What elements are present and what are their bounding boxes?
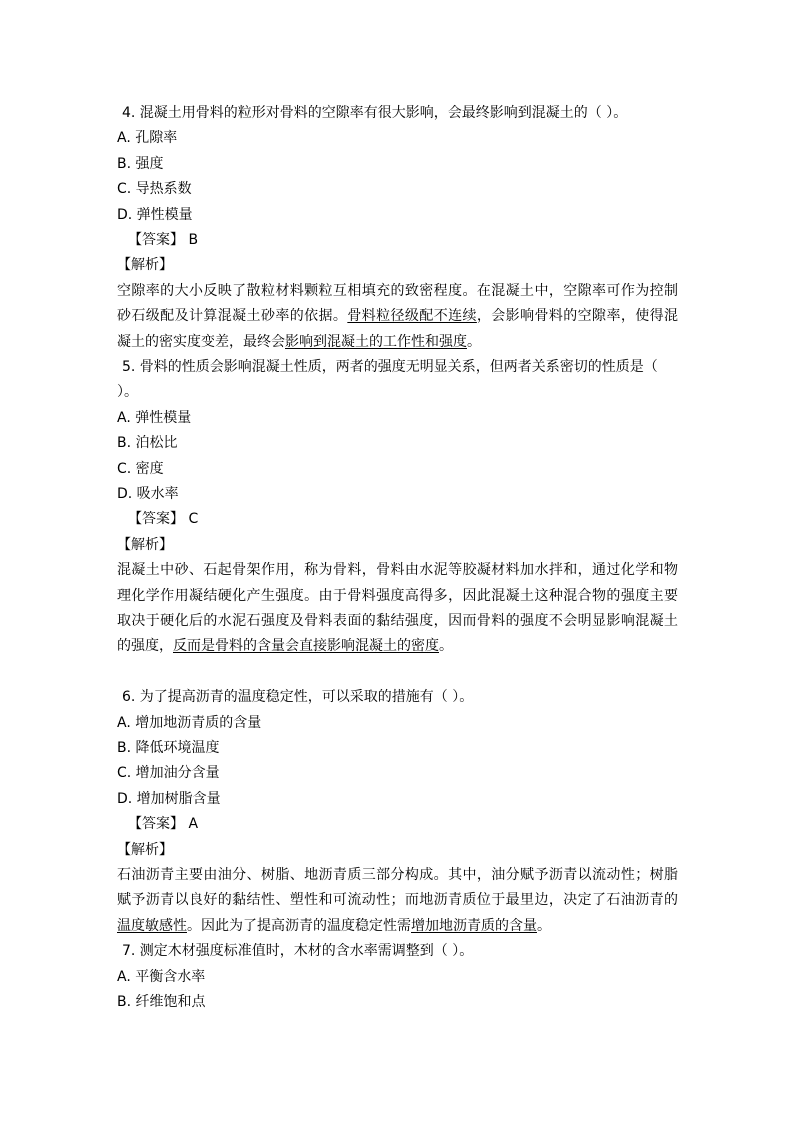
- option-item: [117, 993, 206, 1011]
- analysis-heading: [117, 536, 173, 554]
- text-segment: 【解析】: [117, 841, 173, 858]
- text-segment: ）。: [117, 384, 138, 401]
- text-segment: 5. 骨料的性质会影响混凝土性质，两者的强度无明显关系，但两者关系密切的性质是（: [122, 359, 658, 375]
- answer-line: [128, 815, 198, 833]
- analysis-heading: [117, 256, 173, 274]
- analysis-text: [117, 587, 678, 605]
- text-segment: 。: [537, 917, 551, 934]
- text-segment: 。: [439, 638, 453, 655]
- analysis-text: [117, 866, 678, 884]
- underlined-text: 温度敏感性: [117, 917, 187, 934]
- text-segment: D. 吸水率: [117, 486, 179, 502]
- text-segment: 理化学作用凝结硬化产生强度。由于骨料强度高得多，因此混凝土这种混合物的强度主要: [117, 587, 678, 604]
- analysis-text: [117, 561, 678, 579]
- text-segment: B. 降低环境温度: [117, 740, 220, 756]
- question-text: [122, 104, 627, 122]
- question-text: [122, 942, 473, 960]
- option-item: [117, 790, 221, 808]
- analysis-text: [117, 282, 678, 300]
- option-item: [117, 180, 192, 198]
- option-item: [117, 434, 178, 452]
- option-item: [117, 155, 164, 173]
- text-segment: C. 导热系数: [117, 181, 192, 198]
- underlined-text: 反而是骨料的含量会直接影响混凝土的密度: [173, 638, 439, 655]
- text-segment: 石油沥青主要由油分、树脂、地沥青质三部分构成。其中，油分赋予沥青以流动性；树脂: [117, 867, 678, 883]
- text-segment: B. 强度: [117, 155, 164, 172]
- text-segment: D. 弹性模量: [117, 206, 193, 223]
- text-segment: A. 孔隙率: [117, 130, 178, 147]
- text-segment: 取决于硬化后的水泥石强度及骨料表面的黏结强度，因而骨料的强度不会明显影响混凝土: [117, 613, 678, 629]
- option-item: [117, 739, 220, 757]
- text-segment: 【答案】 B: [128, 232, 199, 248]
- analysis-text: [117, 307, 678, 325]
- underlined-text: 骨料粒径级配不连续: [347, 308, 477, 325]
- analysis-text: [117, 637, 453, 655]
- option-item: [117, 485, 179, 503]
- text-segment: A. 增加地沥青质的含量: [117, 714, 262, 731]
- text-segment: A. 平衡含水率: [117, 968, 206, 985]
- text-segment: B. 纤维饱和点: [117, 994, 206, 1010]
- analysis-text: [117, 383, 138, 401]
- text-segment: 空隙率的大小反映了散粒材料颗粒互相填充的致密程度。在混凝土中，空隙率可作为控制: [117, 282, 678, 299]
- text-segment: B. 泊松比: [117, 435, 178, 452]
- text-segment: 砂石级配及计算混凝土砂率的依据。: [117, 308, 348, 325]
- text-segment: 的强度，: [117, 638, 173, 655]
- text-segment: C. 密度: [117, 460, 164, 477]
- text-segment: 【答案】 C: [128, 511, 199, 528]
- text-segment: 。: [467, 333, 481, 350]
- option-item: [117, 714, 261, 732]
- text-segment: ，会影响骨料的空隙率，使得混: [476, 308, 679, 325]
- option-item: [117, 764, 220, 782]
- underlined-text: 影响到混凝土的工作性和强度: [285, 333, 467, 350]
- text-segment: 。因此为了提高沥青的温度稳定性需: [187, 917, 411, 934]
- analysis-text: [117, 891, 678, 909]
- answer-line: [128, 231, 198, 249]
- underlined-text: 增加地沥青质的含量: [411, 917, 537, 934]
- text-segment: 【解析】: [117, 536, 173, 553]
- text-segment: 6. 为了提高沥青的温度稳定性，可以采取的措施有（ ）。: [122, 689, 474, 706]
- option-item: [117, 206, 193, 224]
- question-text: [122, 358, 658, 376]
- analysis-text: [117, 612, 678, 630]
- analysis-heading: [117, 841, 173, 859]
- text-segment: A. 弹性模量: [117, 409, 192, 426]
- analysis-text: [117, 917, 551, 935]
- answer-line: [128, 510, 198, 528]
- text-segment: D. 增加树脂含量: [117, 790, 221, 807]
- text-segment: 凝土的密实度变差，最终会: [117, 333, 285, 350]
- option-item: [117, 129, 177, 147]
- text-segment: 7. 测定木材强度标准值时，木材的含水率需调整到（ ）。: [122, 943, 474, 960]
- question-text: [122, 688, 473, 706]
- text-segment: 【解析】: [117, 257, 173, 274]
- text-segment: 混凝土中砂、石起骨架作用，称为骨料，骨料由水泥等胶凝材料加水拌和，通过化学和物: [117, 562, 678, 579]
- text-segment: C. 增加油分含量: [117, 765, 220, 782]
- option-item: [117, 409, 191, 427]
- text-segment: 4. 混凝土用骨料的粒形对骨料的空隙率有很大影响，会最终影响到混凝土的（ ）。: [122, 105, 628, 121]
- analysis-text: [117, 333, 481, 351]
- text-segment: 【答案】 A: [128, 816, 199, 833]
- option-item: [117, 968, 205, 986]
- option-item: [117, 460, 164, 478]
- text-segment: 赋予沥青以良好的黏结性、塑性和可流动性；而地沥青质位于最里边，决定了石油沥青的: [117, 892, 678, 909]
